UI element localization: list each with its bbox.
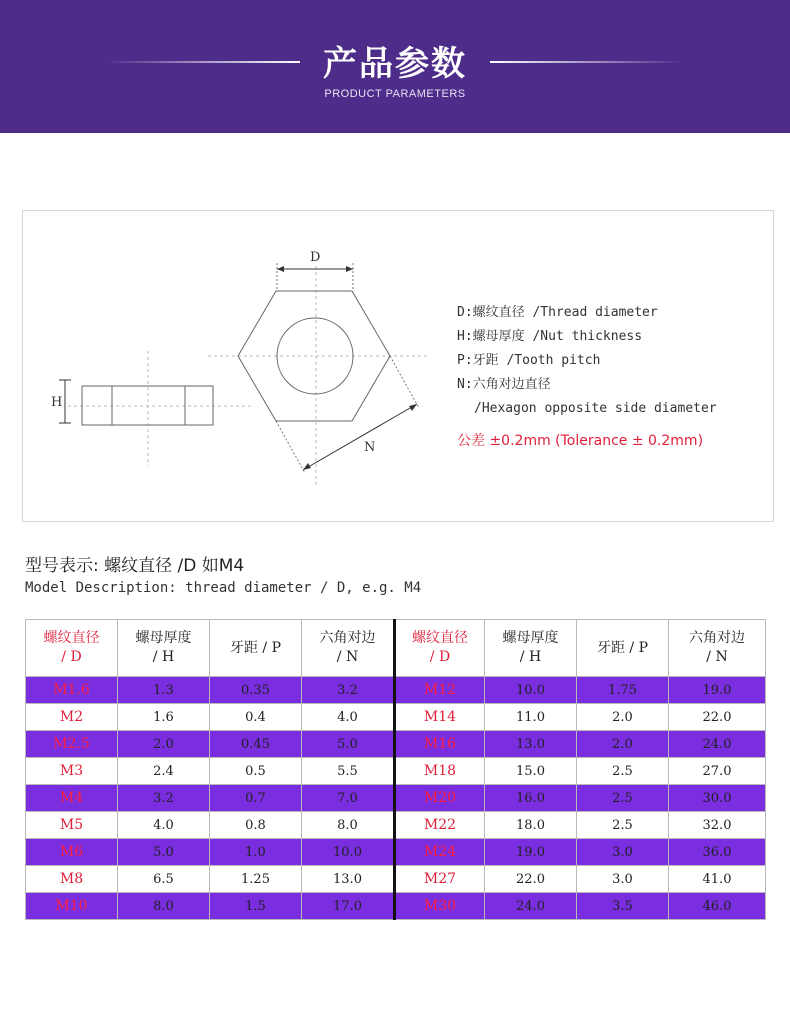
header-nut-thickness: 螺母厚度 / H bbox=[118, 620, 210, 677]
model-cell: M3 bbox=[26, 758, 118, 785]
legend-d: D:螺纹直径 /Thread diameter bbox=[457, 305, 658, 320]
value-cell: 36.0 bbox=[669, 839, 766, 866]
page-title: 产品参数 bbox=[323, 44, 467, 84]
value-cell: 15.0 bbox=[485, 758, 577, 785]
value-cell: 5.5 bbox=[302, 758, 395, 785]
value-cell: 19.0 bbox=[669, 677, 766, 704]
legend-h: H:螺母厚度 /Nut thickness bbox=[457, 329, 643, 344]
d-arrow-left bbox=[277, 266, 284, 272]
model-cell: M18 bbox=[395, 758, 485, 785]
value-cell: 1.25 bbox=[210, 866, 302, 893]
value-cell: 0.45 bbox=[210, 731, 302, 758]
model-cell: M27 bbox=[395, 866, 485, 893]
model-description-en: Model Description: thread diameter / D, e.g. M4 bbox=[25, 580, 422, 596]
spec-table bbox=[25, 619, 766, 920]
value-cell: 22.0 bbox=[485, 866, 577, 893]
value-cell: 4.0 bbox=[118, 812, 210, 839]
legend-p: P:牙距 /Tooth pitch bbox=[457, 353, 601, 368]
value-cell: 4.0 bbox=[302, 704, 395, 731]
model-cell: M16 bbox=[395, 731, 485, 758]
value-cell: 6.5 bbox=[118, 866, 210, 893]
table-row bbox=[26, 704, 766, 731]
value-cell: 17.0 bbox=[302, 893, 395, 920]
value-cell: 0.35 bbox=[210, 677, 302, 704]
value-cell: 5.0 bbox=[302, 731, 395, 758]
value-cell: 0.8 bbox=[210, 812, 302, 839]
model-cell: M10 bbox=[26, 893, 118, 920]
spec-table-body bbox=[26, 677, 766, 920]
nut-diagram-panel bbox=[22, 210, 774, 522]
value-cell: 0.5 bbox=[210, 758, 302, 785]
model-cell: M5 bbox=[26, 812, 118, 839]
value-cell: 0.7 bbox=[210, 785, 302, 812]
table-row bbox=[26, 677, 766, 704]
header-thread-diameter: 螺纹直径 / D bbox=[395, 620, 485, 677]
model-cell: M30 bbox=[395, 893, 485, 920]
table-row bbox=[26, 731, 766, 758]
value-cell: 8.0 bbox=[118, 893, 210, 920]
value-cell: 2.0 bbox=[577, 704, 669, 731]
value-cell: 3.5 bbox=[577, 893, 669, 920]
n-extension-right bbox=[390, 356, 419, 408]
model-cell: M22 bbox=[395, 812, 485, 839]
legend-n-english: /Hexagon opposite side diameter bbox=[474, 401, 717, 416]
hexagon-outline bbox=[238, 291, 390, 421]
value-cell: 30.0 bbox=[669, 785, 766, 812]
value-cell: 46.0 bbox=[669, 893, 766, 920]
value-cell: 27.0 bbox=[669, 758, 766, 785]
value-cell: 3.0 bbox=[577, 839, 669, 866]
page-subtitle: PRODUCT PARAMETERS bbox=[324, 88, 466, 100]
value-cell: 3.0 bbox=[577, 866, 669, 893]
value-cell: 41.0 bbox=[669, 866, 766, 893]
value-cell: 2.5 bbox=[577, 785, 669, 812]
value-cell: 1.0 bbox=[210, 839, 302, 866]
value-cell: 18.0 bbox=[485, 812, 577, 839]
header-hex-width: 六角对边 / N bbox=[302, 620, 395, 677]
value-cell: 24.0 bbox=[485, 893, 577, 920]
model-cell: M12 bbox=[395, 677, 485, 704]
table-row bbox=[26, 758, 766, 785]
header-hex-width: 六角对边 / N bbox=[669, 620, 766, 677]
value-cell: 2.0 bbox=[118, 731, 210, 758]
n-dimension-label: N bbox=[364, 440, 376, 455]
value-cell: 2.0 bbox=[577, 731, 669, 758]
n-arrow-left bbox=[303, 463, 311, 470]
value-cell: 1.3 bbox=[118, 677, 210, 704]
header-banner bbox=[0, 0, 790, 133]
model-cell: M6 bbox=[26, 839, 118, 866]
value-cell: 2.4 bbox=[118, 758, 210, 785]
n-extension-left bbox=[276, 421, 305, 473]
value-cell: 8.0 bbox=[302, 812, 395, 839]
value-cell: 2.5 bbox=[577, 812, 669, 839]
model-cell: M14 bbox=[395, 704, 485, 731]
legend-n: N:六角对边直径 bbox=[457, 377, 551, 392]
h-dimension-label: H bbox=[51, 395, 63, 410]
value-cell: 7.0 bbox=[302, 785, 395, 812]
table-row bbox=[26, 812, 766, 839]
value-cell: 1.6 bbox=[118, 704, 210, 731]
model-cell: M20 bbox=[395, 785, 485, 812]
model-cell: M4 bbox=[26, 785, 118, 812]
value-cell: 32.0 bbox=[669, 812, 766, 839]
value-cell: 16.0 bbox=[485, 785, 577, 812]
model-cell: M2 bbox=[26, 704, 118, 731]
table-row bbox=[26, 866, 766, 893]
header-pitch: 牙距 / P bbox=[210, 620, 302, 677]
value-cell: 19.0 bbox=[485, 839, 577, 866]
tolerance-note: 公差 ±0.2mm (Tolerance ± 0.2mm) bbox=[457, 433, 704, 449]
value-cell: 13.0 bbox=[302, 866, 395, 893]
value-cell: 0.4 bbox=[210, 704, 302, 731]
value-cell: 1.75 bbox=[577, 677, 669, 704]
value-cell: 5.0 bbox=[118, 839, 210, 866]
value-cell: 1.5 bbox=[210, 893, 302, 920]
value-cell: 13.0 bbox=[485, 731, 577, 758]
value-cell: 24.0 bbox=[669, 731, 766, 758]
value-cell: 3.2 bbox=[302, 677, 395, 704]
table-row bbox=[26, 785, 766, 812]
value-cell: 10.0 bbox=[302, 839, 395, 866]
value-cell: 22.0 bbox=[669, 704, 766, 731]
table-row bbox=[26, 893, 766, 920]
d-arrow-right bbox=[346, 266, 353, 272]
spec-table-header bbox=[26, 620, 766, 677]
header-thread-diameter: 螺纹直径 / D bbox=[26, 620, 118, 677]
value-cell: 11.0 bbox=[485, 704, 577, 731]
model-cell: M24 bbox=[395, 839, 485, 866]
header-pitch: 牙距 / P bbox=[577, 620, 669, 677]
d-dimension-label: D bbox=[310, 250, 321, 265]
header-nut-thickness: 螺母厚度 / H bbox=[485, 620, 577, 677]
value-cell: 2.5 bbox=[577, 758, 669, 785]
dimension-legend bbox=[457, 301, 717, 453]
model-cell: M2.5 bbox=[26, 731, 118, 758]
model-description-cn: 型号表示: 螺纹直径 /D 如M4 bbox=[25, 556, 245, 576]
n-arrow-right bbox=[409, 404, 417, 411]
n-dimension-line bbox=[303, 404, 417, 470]
value-cell: 3.2 bbox=[118, 785, 210, 812]
value-cell: 10.0 bbox=[485, 677, 577, 704]
model-cell: M1.6 bbox=[26, 677, 118, 704]
model-cell: M8 bbox=[26, 866, 118, 893]
table-row bbox=[26, 839, 766, 866]
